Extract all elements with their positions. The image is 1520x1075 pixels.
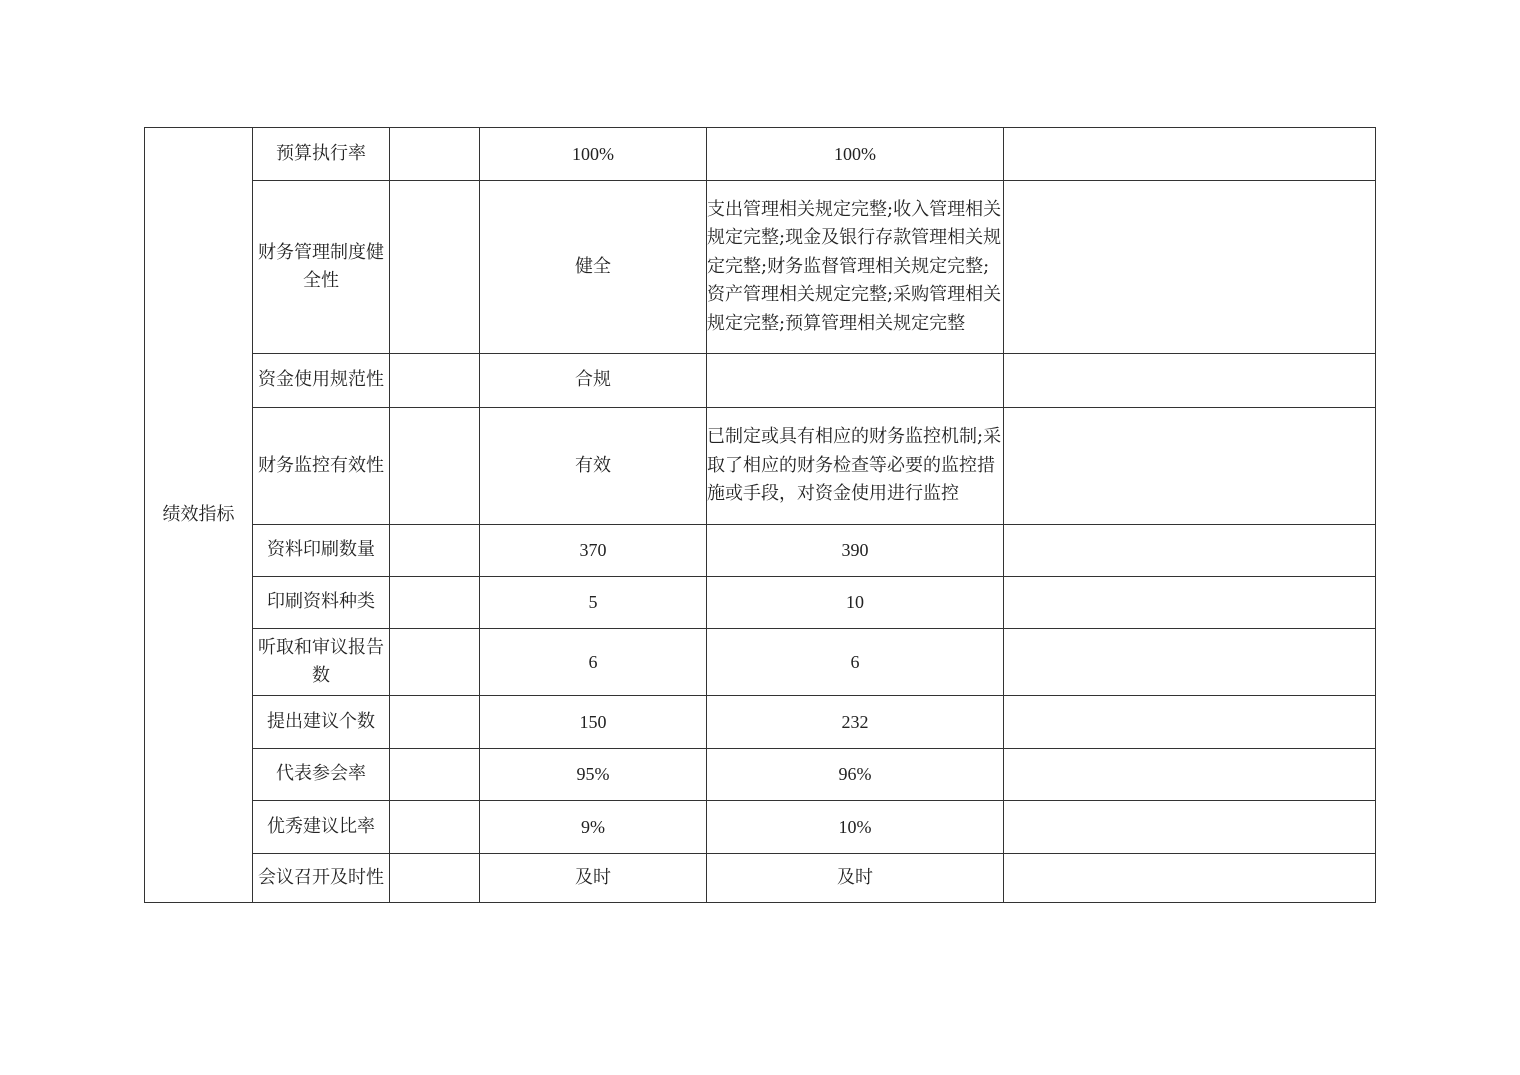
indicator-name: 优秀建议比率 <box>253 801 390 854</box>
note-cell <box>1004 181 1376 354</box>
target-value: 150 <box>480 696 707 749</box>
actual-value: 支出管理相关规定完整;收入管理相关规定完整;现金及银行存款管理相关规定完整;财务监督管理相关规定完整;资产管理相关规定完整;采购管理相关规定完整;预算管理相关规定完整 <box>707 181 1004 354</box>
note-cell <box>1004 696 1376 749</box>
target-value: 9% <box>480 801 707 854</box>
table-row <box>145 749 1376 801</box>
actual-value: 6 <box>707 629 1004 696</box>
indicator-name: 提出建议个数 <box>253 696 390 749</box>
note-cell <box>1004 577 1376 629</box>
target-value: 健全 <box>480 181 707 354</box>
indicator-name: 代表参会率 <box>253 749 390 801</box>
indicator-name: 听取和审议报告数 <box>253 629 390 696</box>
table-row <box>145 408 1376 525</box>
empty-cell <box>390 525 480 577</box>
table-row <box>145 577 1376 629</box>
target-value: 及时 <box>480 854 707 903</box>
table-row <box>145 696 1376 749</box>
table-row <box>145 801 1376 854</box>
note-cell <box>1004 801 1376 854</box>
target-value: 合规 <box>480 354 707 408</box>
note-cell <box>1004 854 1376 903</box>
actual-value: 100% <box>707 128 1004 181</box>
indicator-name: 财务监控有效性 <box>253 408 390 525</box>
note-cell <box>1004 629 1376 696</box>
actual-value: 10% <box>707 801 1004 854</box>
target-value: 370 <box>480 525 707 577</box>
table-row <box>145 629 1376 696</box>
actual-value: 10 <box>707 577 1004 629</box>
empty-cell <box>390 408 480 525</box>
target-value: 有效 <box>480 408 707 525</box>
note-cell <box>1004 354 1376 408</box>
actual-value: 及时 <box>707 854 1004 903</box>
performance-indicator-table <box>144 127 1376 903</box>
target-value: 6 <box>480 629 707 696</box>
empty-cell <box>390 629 480 696</box>
actual-value: 390 <box>707 525 1004 577</box>
indicator-name: 印刷资料种类 <box>253 577 390 629</box>
empty-cell <box>390 696 480 749</box>
indicator-name: 预算执行率 <box>253 128 390 181</box>
note-cell <box>1004 749 1376 801</box>
empty-cell <box>390 354 480 408</box>
target-value: 100% <box>480 128 707 181</box>
empty-cell <box>390 577 480 629</box>
actual-value: 96% <box>707 749 1004 801</box>
actual-value: 232 <box>707 696 1004 749</box>
note-cell <box>1004 128 1376 181</box>
table-row <box>145 854 1376 903</box>
table-row <box>145 181 1376 354</box>
category-cell: 绩效指标 <box>145 128 253 903</box>
indicator-name: 会议召开及时性 <box>253 854 390 903</box>
indicator-name: 资金使用规范性 <box>253 354 390 408</box>
table-row <box>145 354 1376 408</box>
target-value: 5 <box>480 577 707 629</box>
table-row <box>145 128 1376 181</box>
empty-cell <box>390 801 480 854</box>
target-value: 95% <box>480 749 707 801</box>
empty-cell <box>390 181 480 354</box>
actual-value: 已制定或具有相应的财务监控机制;采取了相应的财务检查等必要的监控措施或手段，对资金使用进行监控 <box>707 408 1004 525</box>
actual-value <box>707 354 1004 408</box>
indicator-name: 财务管理制度健全性 <box>253 181 390 354</box>
empty-cell <box>390 749 480 801</box>
empty-cell <box>390 854 480 903</box>
note-cell <box>1004 525 1376 577</box>
table-row <box>145 525 1376 577</box>
indicator-name: 资料印刷数量 <box>253 525 390 577</box>
empty-cell <box>390 128 480 181</box>
note-cell <box>1004 408 1376 525</box>
